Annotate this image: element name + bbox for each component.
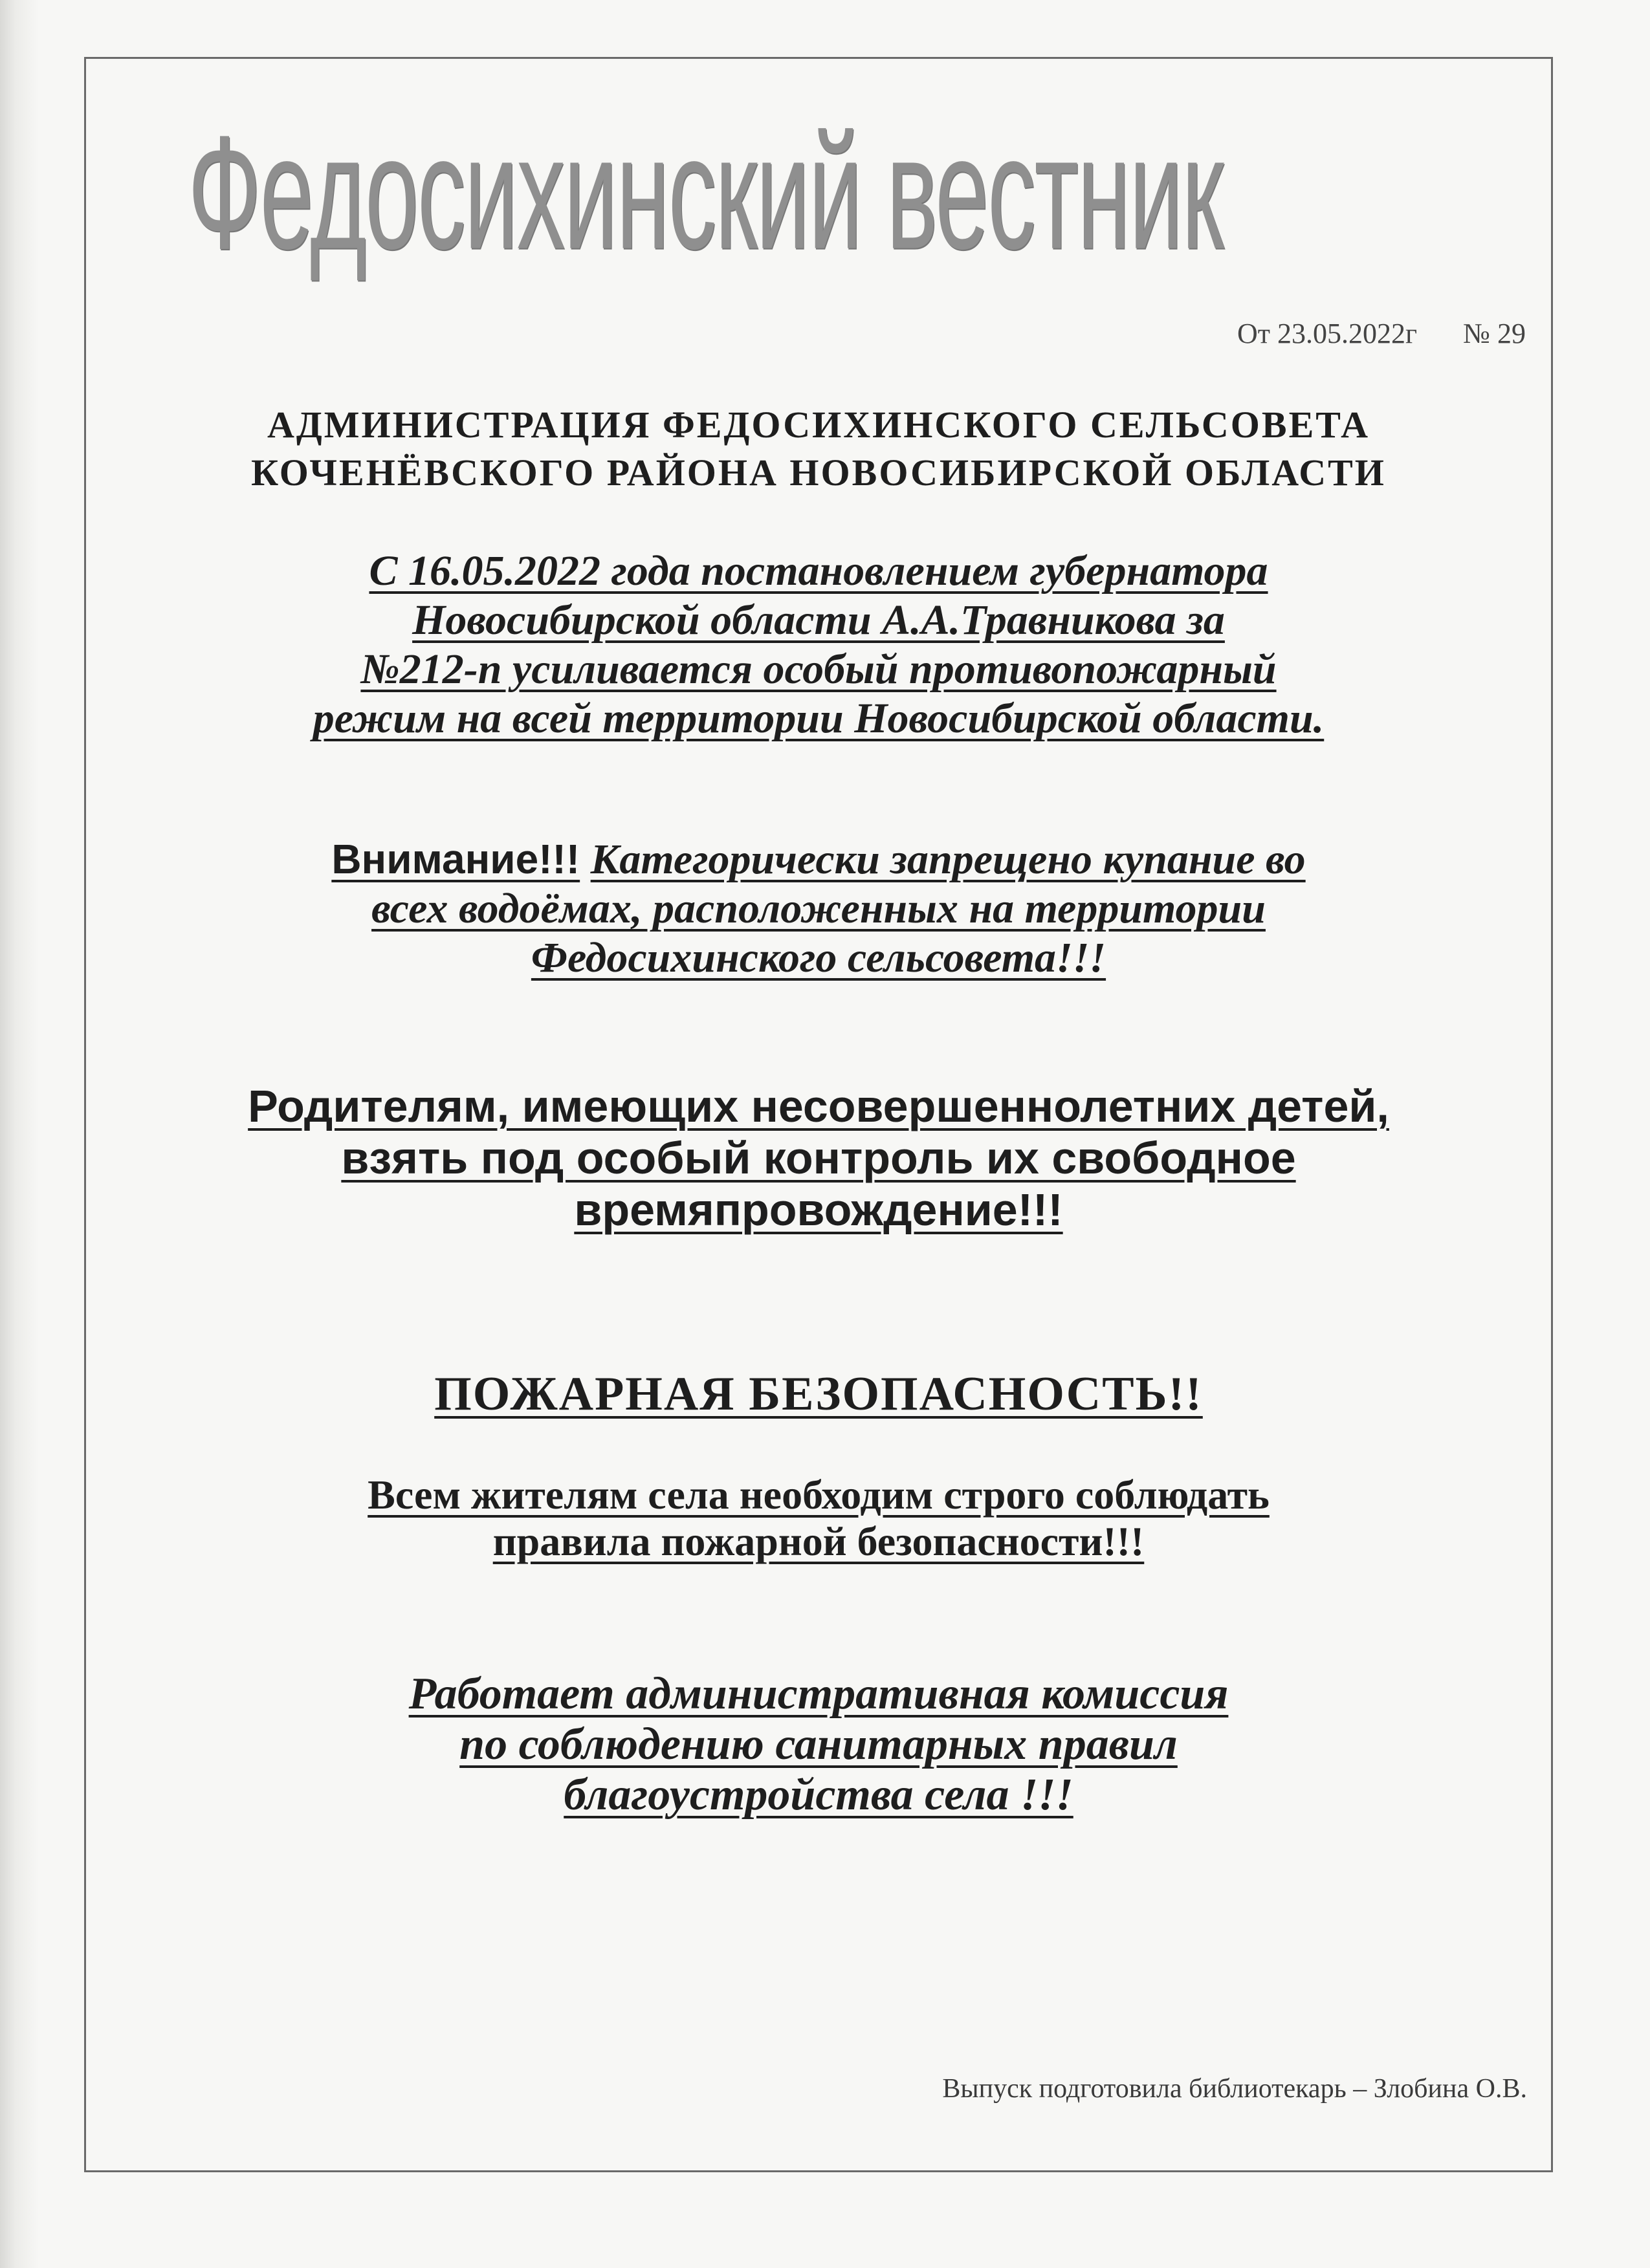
residents-notice <box>84 1472 1553 1565</box>
decree-line: С 16.05.2022 года постановлением губернатора <box>369 547 1268 594</box>
swimming-warning <box>84 834 1553 983</box>
parents-line: Родителям, имеющих несовершеннолетних детей, <box>248 1081 1389 1131</box>
decree-line: Новосибирской области А.А.Травникова за <box>412 596 1225 644</box>
commission-line: благоустройства села !!! <box>564 1770 1073 1820</box>
decree-notice <box>84 547 1553 743</box>
parents-line: взять под особый контроль их свободное <box>341 1133 1296 1183</box>
commission-line: Работает административная комиссия <box>408 1669 1229 1719</box>
parents-notice <box>84 1080 1553 1236</box>
newsletter-masthead: Федосихинский вестник <box>188 102 1223 283</box>
scan-edge <box>0 0 39 2268</box>
warning-line: Категорически запрещено купание во <box>590 836 1306 883</box>
administration-line: АДМИНИСТРАЦИЯ ФЕДОСИХИНСКОГО СЕЛЬСОВЕТА <box>267 404 1370 446</box>
residents-line: правила пожарной безопасности!!! <box>492 1518 1145 1564</box>
decree-line: №212-п усиливается особый противопожарный <box>360 646 1277 693</box>
issue-number: № 29 <box>1463 318 1526 349</box>
warning-line: Федосихинского сельсовета!!! <box>531 934 1106 981</box>
decree-line: режим на всей территории Новосибирской области. <box>313 695 1325 742</box>
fire-safety-heading <box>84 1365 1553 1423</box>
issue-info <box>1237 317 1526 350</box>
commission-line: по соблюдению санитарных правил <box>459 1719 1178 1769</box>
commission-notice <box>84 1669 1553 1820</box>
warning-lead: Внимание!!! <box>331 836 580 882</box>
issue-date: От 23.05.2022г <box>1237 318 1418 349</box>
warning-line: всех водоёмах, расположенных на территории <box>371 885 1266 932</box>
fire-safety-title: ПОЖАРНАЯ БЕЗОПАСНОСТЬ!! <box>434 1368 1203 1421</box>
residents-line: Всем жителям села необходим строго соблюдать <box>368 1472 1270 1518</box>
issue-credit: Выпуск подготовила библиотекарь – Злобина О.В. <box>942 2074 1527 2104</box>
parents-line: времяпровождение!!! <box>574 1184 1063 1235</box>
administration-heading <box>84 401 1553 497</box>
administration-line: КОЧЕНЁВСКОГО РАЙОНА НОВОСИБИРСКОЙ ОБЛАСТИ <box>251 452 1386 494</box>
